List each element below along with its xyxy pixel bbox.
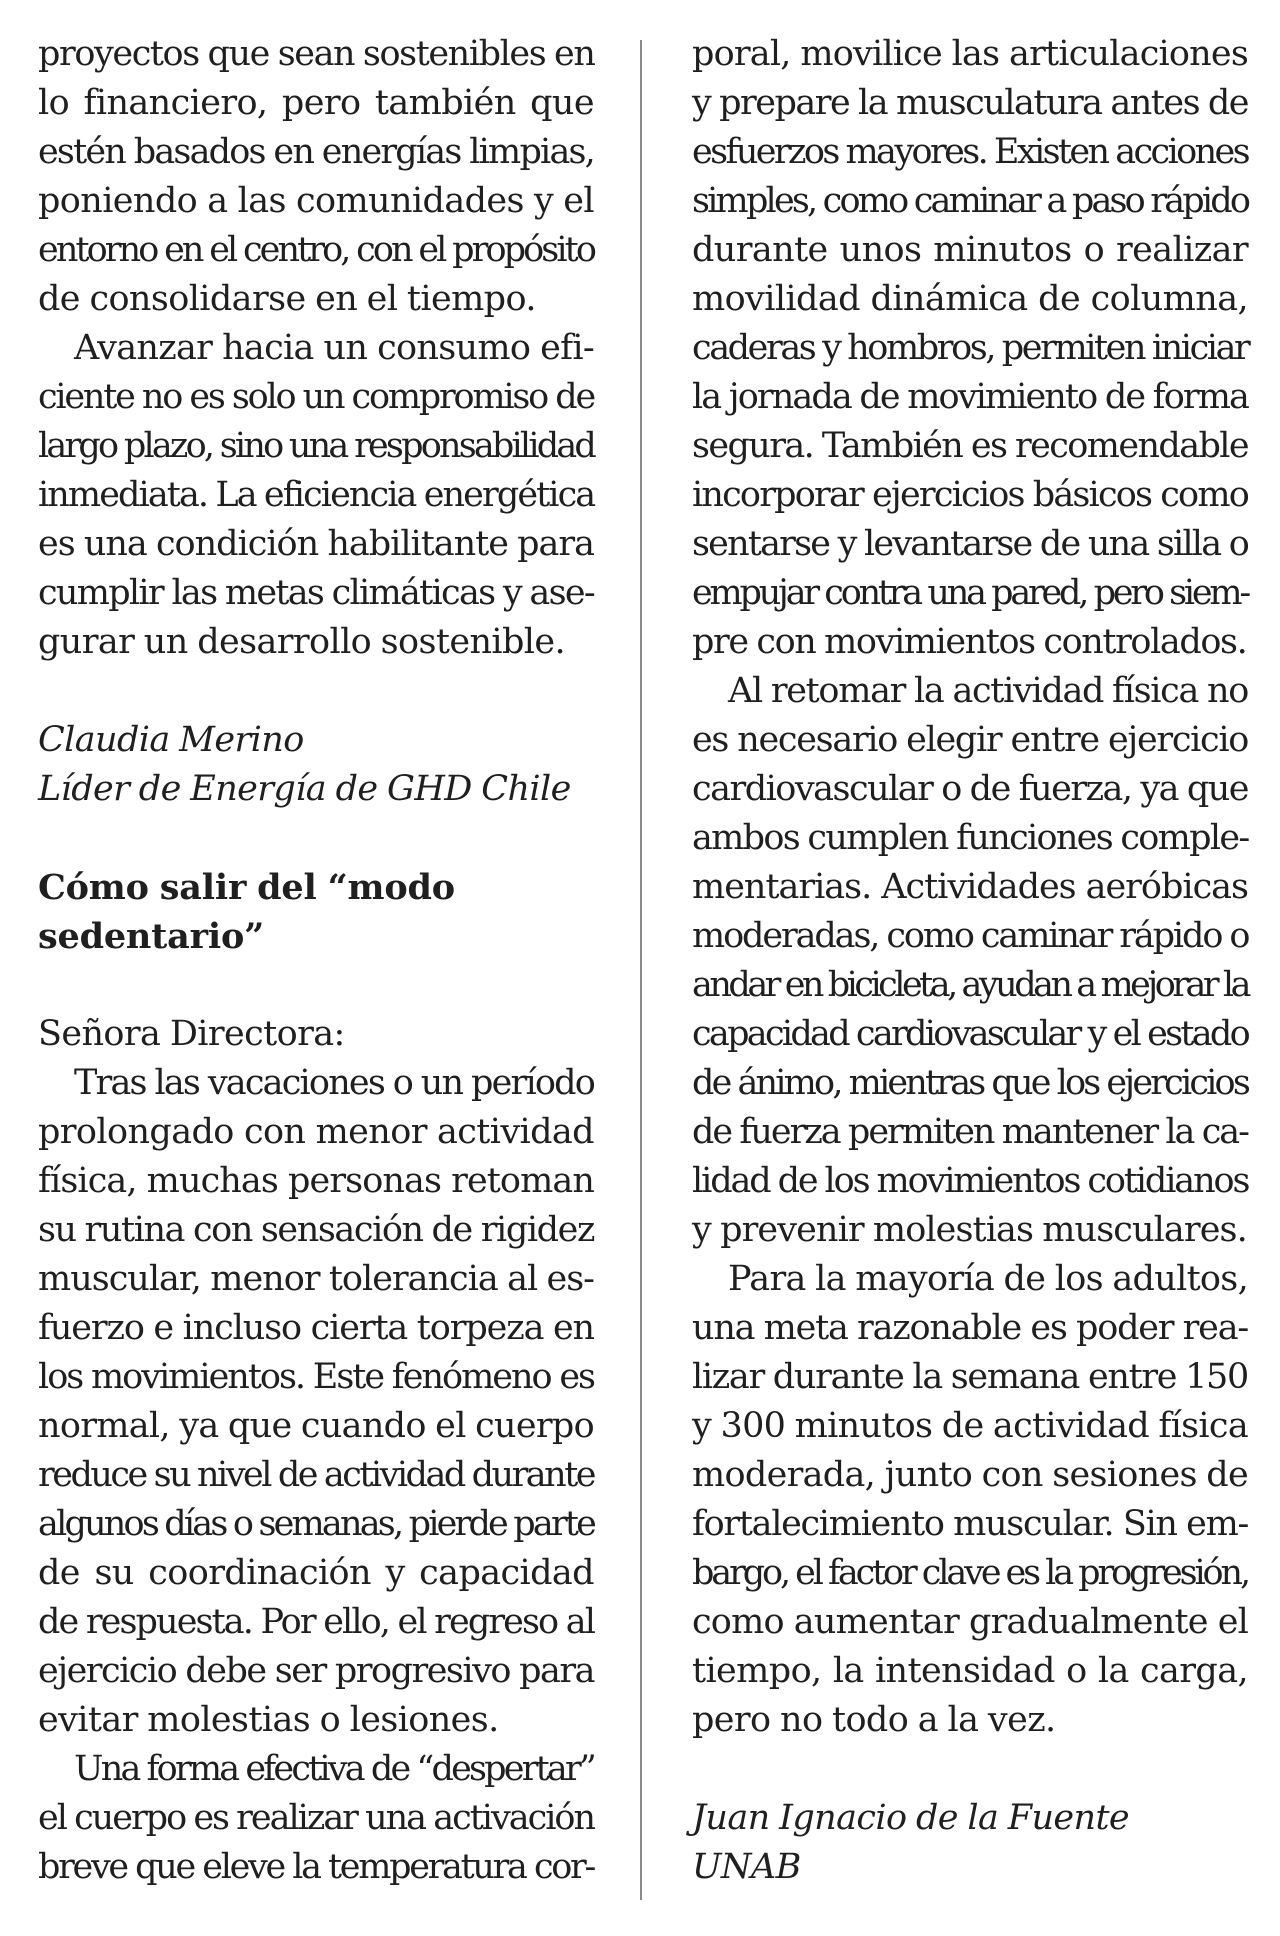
text-line: de consolidarse en el tiempo. [38, 279, 536, 319]
text-line: proyectos que sean sostenibles en [38, 34, 595, 74]
text-line: es una condición habilitante para [38, 524, 594, 564]
text-line: incorporar ejercicios básicos como [692, 475, 1248, 515]
signature-role: UNAB [692, 1847, 801, 1887]
text-line: simples, como caminar a paso rápido [692, 181, 1249, 221]
signature-name: Claudia Merino [38, 720, 304, 760]
text-line: una meta razonable es poder rea- [692, 1308, 1248, 1348]
text-line: y prepare la musculatura antes de [692, 83, 1248, 123]
right-column [692, 30, 1248, 1892]
paragraph-goal [692, 1255, 1248, 1745]
text-line: Para la mayoría de los adultos, [728, 1259, 1248, 1299]
text-line: el cuerpo es realizar una activación [38, 1798, 594, 1838]
signature-role: Líder de Energía de GHD Chile [38, 769, 571, 809]
text-line: lo financiero, pero también que [38, 83, 594, 123]
text-line: pre con movimientos controlados. [692, 622, 1247, 662]
text-line: su rutina con sensación de rigidez [38, 1210, 594, 1250]
text-line: capacidad cardiovascular y el estado [692, 1014, 1248, 1054]
text-line: la jornada de movimiento de forma [692, 377, 1248, 417]
text-line: bargo, el factor clave es la progresión, [692, 1553, 1248, 1593]
text-line: de fuerza permiten mantener la ca- [692, 1112, 1248, 1152]
text-line: poniendo a las comunidades y el [38, 181, 594, 221]
text-line: normal, ya que cuando el cuerpo [38, 1406, 594, 1446]
text-line: como aumentar gradualmente el [692, 1602, 1248, 1642]
text-line: de ánimo, mientras que los ejercicios [692, 1063, 1248, 1103]
signature-claudia-merino [38, 716, 594, 814]
text-line: breve que eleve la temperatura cor- [38, 1847, 594, 1887]
text-line: ciente no es solo un compromiso de [38, 377, 594, 417]
text-line: evitar molestias o lesiones. [38, 1700, 499, 1740]
text-line: estén basados en energías limpias, [38, 132, 594, 172]
text-line: lidad de los movimientos cotidianos [692, 1161, 1249, 1201]
text-line: lizar durante la semana entre 150 [692, 1357, 1248, 1397]
text-line: movilidad dinámica de columna, [692, 279, 1248, 319]
text-line: los movimientos. Este fenómeno es [38, 1357, 594, 1397]
text-line: caderas y hombros, permiten iniciar [692, 328, 1249, 368]
text-line: segura. También es recomendable [692, 426, 1248, 466]
salutation: Señora Directora: [38, 1014, 345, 1054]
paragraph-intro [38, 1059, 594, 1745]
text-line: Al retomar la actividad física no [728, 671, 1248, 711]
text-line: Una forma efectiva de “despertar” [74, 1749, 594, 1789]
text-line: de respuesta. Por ello, el regreso al [38, 1602, 594, 1642]
text-line: tiempo, la intensidad o la carga, [692, 1651, 1248, 1691]
spacer [38, 814, 594, 863]
text-line: algunos días o semanas, pierde parte [38, 1504, 595, 1544]
text-line: pero no todo a la vez. [692, 1700, 1056, 1740]
text-line: moderada, junto con sesiones de [692, 1455, 1248, 1495]
text-line: ejercicio debe ser progresivo para [38, 1651, 594, 1691]
text-line: Tras las vacaciones o un período [74, 1063, 594, 1103]
text-line: y prevenir molestias musculares. [692, 1210, 1247, 1250]
text-line: muscular, menor tolerancia al es- [38, 1259, 594, 1299]
spacer [38, 667, 594, 716]
text-line: gurar un desarrollo sostenible. [38, 622, 566, 662]
text-line: y 300 minutos de actividad física [692, 1406, 1248, 1446]
text-line: reduce su nivel de actividad durante [38, 1455, 594, 1495]
text-line: moderadas, como caminar rápido o [692, 916, 1249, 956]
text-line: cumplir las metas climáticas y ase- [38, 573, 594, 613]
headline-line: sedentario” [38, 916, 265, 957]
text-line: fortalecimiento muscular. Sin em- [692, 1504, 1248, 1544]
paragraph-wake [38, 1745, 594, 1892]
text-line: fuerzo e incluso cierta torpeza en [38, 1308, 594, 1348]
text-line: empujar contra una pared, pero siem- [692, 573, 1248, 613]
text-line: prolongado con menor actividad [38, 1112, 594, 1152]
paragraph-resume [692, 667, 1248, 1255]
text-line: Avanzar hacia un consumo efi- [74, 328, 594, 368]
text-line: entorno en el centro, con el propósito [38, 230, 594, 270]
paragraph-energy-end [38, 30, 594, 324]
text-line: durante unos minutos o realizar [692, 230, 1248, 270]
left-column [38, 30, 594, 1892]
text-line: esfuerzos mayores. Existen acciones [692, 132, 1248, 172]
text-line: física, muchas personas retoman [38, 1161, 594, 1201]
text-line: es necesario elegir entre ejercicio [692, 720, 1248, 760]
text-line: poral, movilice las articulaciones [692, 34, 1248, 74]
text-line: ambos cumplen funciones comple- [692, 818, 1249, 858]
column-divider [640, 40, 642, 1900]
spacer [38, 961, 594, 1010]
paragraph-efficiency [38, 324, 594, 667]
text-line: mentarias. Actividades aeróbicas [692, 867, 1248, 907]
signature-name: Juan Ignacio de la Fuente [692, 1798, 1130, 1838]
text-line: cardiovascular o de fuerza, ya que [692, 769, 1248, 809]
paragraph-wake-continued [692, 30, 1248, 667]
signature-juan-ignacio [692, 1794, 1248, 1892]
headline-line: Cómo salir del “modo [38, 867, 455, 908]
text-line: sentarse y levantarse de una silla o [692, 524, 1248, 564]
text-line: inmediata. La eficiencia energética [38, 475, 595, 515]
text-line: largo plazo, sino una responsabilidad [38, 426, 594, 466]
text-line: de su coordinación y capacidad [38, 1553, 594, 1593]
letter-headline [38, 863, 594, 961]
text-line: andar en bicicleta, ayudan a mejorar la [692, 965, 1248, 1005]
spacer [692, 1745, 1248, 1794]
